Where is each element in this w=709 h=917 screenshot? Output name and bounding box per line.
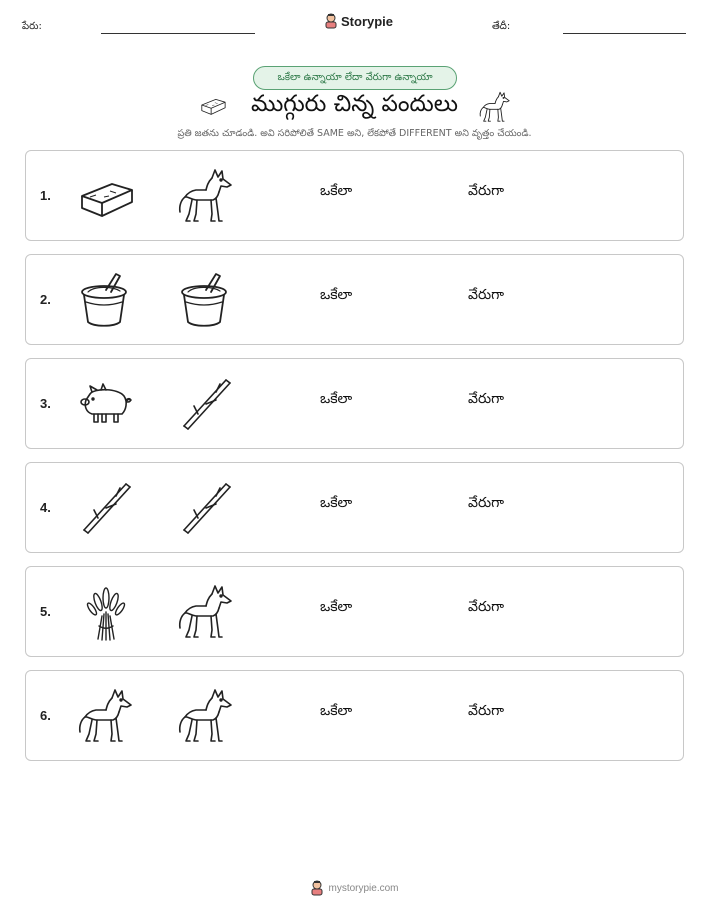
option-different[interactable]: వేరుగా <box>468 495 504 511</box>
stick-icon <box>176 478 236 538</box>
option-same[interactable]: ఒకేలా <box>320 703 353 719</box>
question-number: 3. <box>40 396 51 411</box>
brick-icon <box>76 166 136 226</box>
title-row <box>0 89 709 125</box>
straw-icon <box>76 582 136 642</box>
name-label: పేరు: <box>22 21 42 32</box>
worksheet-type-badge: ఒకేలా ఉన్నాయా లేదా వేరుగా ఉన్నాయా <box>253 66 457 90</box>
pig-icon <box>76 374 136 434</box>
stick-icon <box>76 478 136 538</box>
option-different[interactable]: వేరుగా <box>468 287 504 303</box>
instructions: ప్రతి జతను చూడండి. అవి సరిపోలితే SAME అని, లేకపోతే DIFFERENT అని వృత్తం చేయండి. <box>177 128 532 139</box>
date-line <box>563 33 686 34</box>
question-number: 2. <box>40 292 51 307</box>
brand-name: Storypie <box>341 13 394 29</box>
page-footer <box>0 880 709 896</box>
brand-logo <box>324 13 393 29</box>
option-same[interactable]: ఒకేలా <box>320 495 353 511</box>
option-same[interactable]: ఒకేలా <box>320 391 353 407</box>
question-row <box>25 670 684 761</box>
question-number: 5. <box>40 604 51 619</box>
stick-icon <box>176 374 236 434</box>
question-row <box>25 462 684 553</box>
wolf-icon <box>176 166 236 226</box>
option-different[interactable]: వేరుగా <box>468 391 504 407</box>
question-row <box>25 566 684 657</box>
option-same[interactable]: ఒకేలా <box>320 599 353 615</box>
option-different[interactable]: వేరుగా <box>468 183 504 199</box>
storypie-mascot-icon <box>310 880 324 896</box>
page-header <box>0 0 709 40</box>
storypie-mascot-icon <box>324 13 338 29</box>
option-same[interactable]: ఒకేలా <box>320 287 353 303</box>
wolf-icon <box>478 90 512 124</box>
option-different[interactable]: వేరుగా <box>468 599 504 615</box>
date-label: తేదీ: <box>492 21 511 32</box>
bucket-icon <box>176 270 236 330</box>
wolf-icon <box>176 686 236 746</box>
wolf-icon <box>176 582 236 642</box>
page-title: ముగ్గురు చిన్న పందులు <box>251 91 458 117</box>
question-row <box>25 254 684 345</box>
question-number: 4. <box>40 500 51 515</box>
question-row <box>25 150 684 241</box>
wolf-icon <box>76 686 136 746</box>
question-row <box>25 358 684 449</box>
footer-url[interactable]: mystorypie.com <box>328 882 399 894</box>
option-same[interactable]: ఒకేలా <box>320 183 353 199</box>
question-number: 6. <box>40 708 51 723</box>
question-number: 1. <box>40 188 51 203</box>
name-line <box>101 33 255 34</box>
option-different[interactable]: వేరుగా <box>468 703 504 719</box>
bucket-icon <box>76 270 136 330</box>
